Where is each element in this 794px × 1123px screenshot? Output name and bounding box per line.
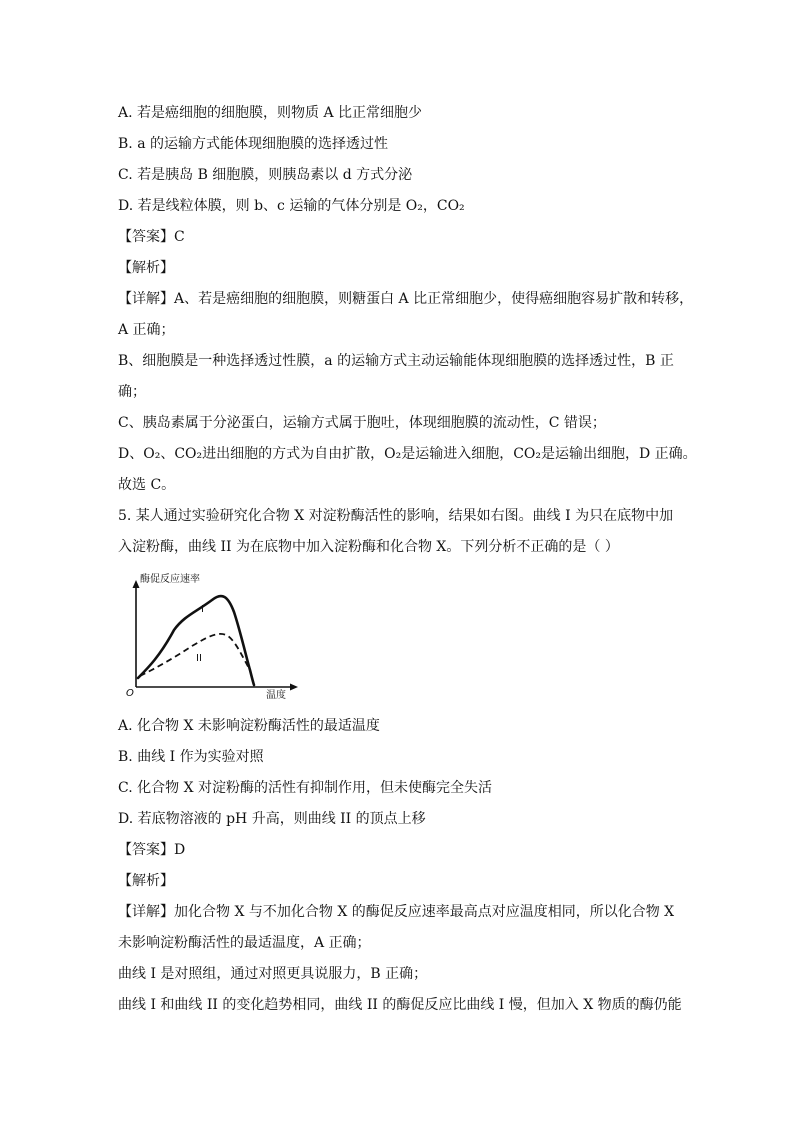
line-10: C、胰岛素属于分泌蛋白，运输方式属于胞吐，体现细胞膜的流动性，C 错误；: [118, 415, 606, 431]
line-0: A. 若是癌细胞的细胞膜，则物质 A 比正常细胞少: [118, 105, 423, 121]
line-24: 曲线 I 和曲线 II 的变化趋势相同，曲线 II 的酶促反应比曲线 I 慢，但加入 X 物质的酶仍能: [118, 997, 682, 1013]
enzyme-rate-graph: [126, 572, 306, 700]
line-21: 【详解】加化合物 X 与不加化合物 X 的酶促反应速率最高点对应温度相同，所以化合物 X: [118, 904, 675, 920]
answer-label: 【答案】C: [118, 229, 185, 245]
line-12: 故选 C。: [118, 477, 176, 493]
option-b: B. 曲线 I 作为实验对照: [118, 749, 264, 765]
y-axis-arrow: [133, 580, 140, 588]
graph-svg: [126, 572, 306, 700]
curve-2-label: II: [196, 653, 202, 664]
line-8: B、细胞膜是一种选择透过性膜，a 的运输方式主动运输能体现细胞膜的选择透过性，B 正: [118, 353, 674, 369]
y-axis-label: 酶促反应速率: [140, 574, 200, 585]
analysis-label: 【解析】: [118, 260, 174, 276]
line-23: 曲线 I 是对照组，通过对照更具说服力，B 正确；: [118, 966, 428, 982]
origin-label: O: [126, 688, 134, 699]
analysis-label-2: 【解析】: [118, 873, 174, 889]
x-axis-label: 温度: [266, 690, 286, 700]
question-5-line-2: 入淀粉酶，曲线 II 为在底物中加入淀粉酶和化合物 X。下列分析不正确的是（ ）: [118, 539, 619, 555]
x-axis-arrow: [290, 684, 298, 691]
option-a: A. 化合物 X 未影响淀粉酶活性的最适温度: [118, 718, 380, 734]
option-c: C. 化合物 X 对淀粉酶的活性有抑制作用，但未使酶完全失活: [118, 780, 492, 796]
option-d: D. 若底物溶液的 pH 升高，则曲线 II 的顶点上移: [118, 811, 426, 827]
line-22: 未影响淀粉酶活性的最适温度，A 正确；: [118, 935, 371, 951]
answer-label-2: 【答案】D: [118, 842, 186, 858]
curve-1-label: I: [201, 604, 204, 615]
question-5-line-1: 5. 某人通过实验研究化合物 X 对淀粉酶活性的影响，结果如右图。曲线 I 为只在底物中加: [118, 508, 674, 524]
line-1: B. a 的运输方式能体现细胞膜的选择透过性: [118, 136, 388, 152]
curve-1: [138, 596, 254, 685]
line-2: C. 若是胰岛 B 细胞膜，则胰岛素以 d 方式分泌: [118, 167, 413, 183]
line-9: 确；: [118, 384, 146, 400]
line-6: 【详解】A、若是癌细胞的细胞膜，则糖蛋白 A 比正常细胞少，使得癌细胞容易扩散和转移，: [118, 291, 694, 307]
line-7: A 正确；: [118, 322, 175, 338]
line-11: D、O₂、CO₂进出细胞的方式为自由扩散，O₂是运输进入细胞，CO₂是运输出细胞，D 正确。: [118, 446, 697, 462]
line-3: D. 若是线粒体膜，则 b、c 运输的气体分别是 O₂，CO₂: [118, 198, 465, 214]
curve-2: [140, 634, 250, 676]
